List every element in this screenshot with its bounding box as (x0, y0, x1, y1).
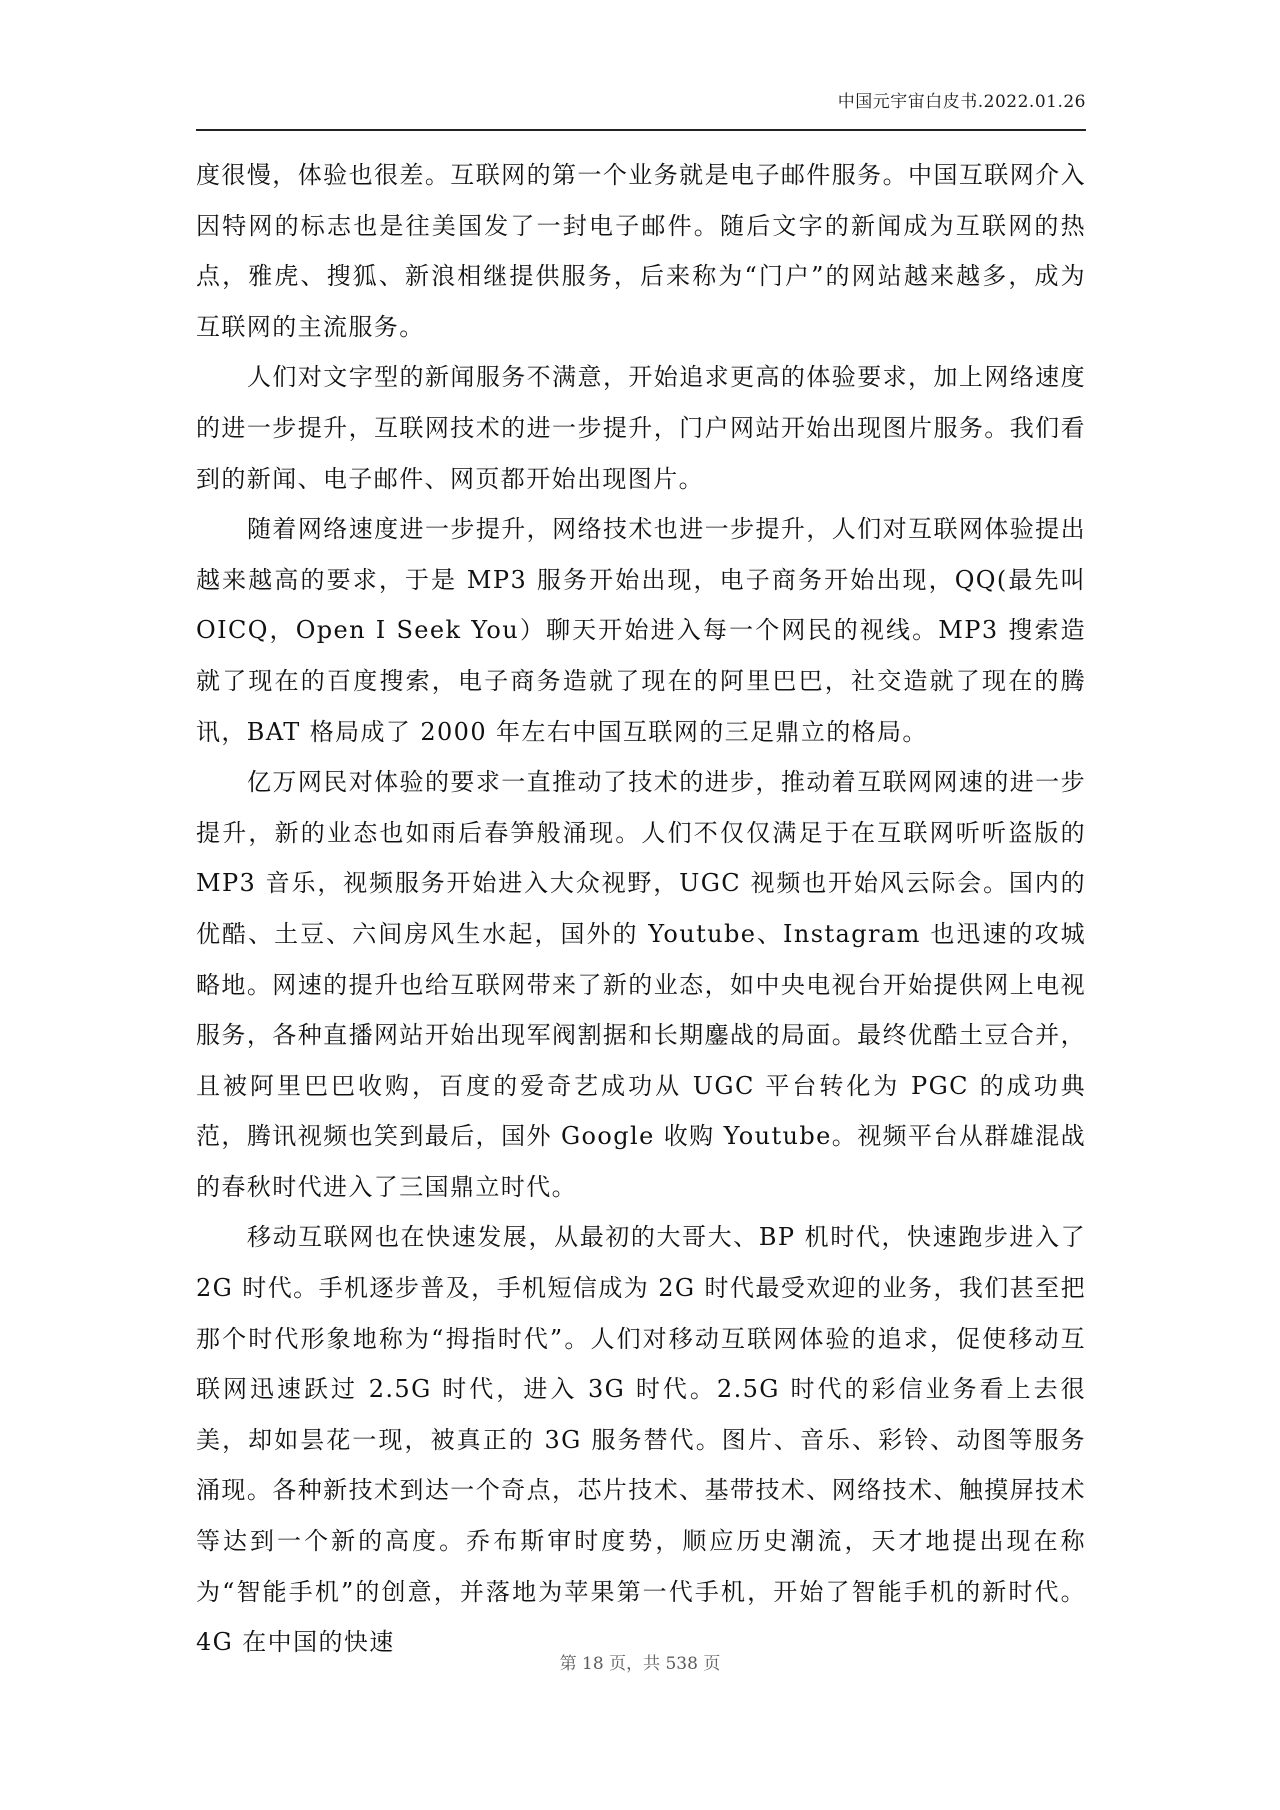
running-header: 中国元宇宙白皮书.2022.01.26 (837, 92, 1086, 112)
paragraph: 移动互联网也在快速发展，从最初的大哥大、BP 机时代，快速跑步进入了 2G 时代。手机逐步普及，手机短信成为 2G 时代最受欢迎的业务，我们甚至把那个时代形象地称为“拇指时代”。人们对移动互联网体验的追求，促使移动互联网迅速跃过 2.5G 时代，进入 3G 时代。2.5G 时代的彩信业务看上去很美，却如昙花一现，被真正的 3G 服务替代。图片、音乐、彩铃、动图等服务涌现。各种新技术到达一个奇点，芯片技术、基带技术、网络技术、触摸屏技术等达到一个新的高度。乔布斯审时度势，顺应历史潮流，天才地提出现在称为“智能手机”的创意，并落地为苹果第一代手机，开始了智能手机的新时代。4G 在中国的快速 (196, 1223, 1086, 1657)
body-text (196, 150, 1086, 1668)
header-divider (196, 129, 1086, 131)
paragraph: 亿万网民对体验的要求一直推动了技术的进步，推动着互联网网速的进一步提升，新的业态也如雨后春笋般涌现。人们不仅仅满足于在互联网听听盗版的 MP3 音乐，视频服务开始进入大众视野，UGC 视频也开始风云际会。国内的优酷、土豆、六间房风生水起，国外的 Youtube、Instagram 也迅速的攻城略地。网速的提升也给互联网带来了新的业态，如中央电视台开始提供网上电视服务，各种直播网站开始出现军阀割据和长期鏖战的局面。最终优酷土豆合并，且被阿里巴巴收购，百度的爱奇艺成功从 UGC 平台转化为 PGC 的成功典范，腾讯视频也笑到最后，国外 Google 收购 Youtube。视频平台从群雄混战的春秋时代进入了三国鼎立时代。 (196, 768, 1086, 1201)
page-number-footer: 第 18 页，共 538 页 (559, 1654, 721, 1674)
paragraph: 随着网络速度进一步提升，网络技术也进一步提升，人们对互联网体验提出越来越高的要求，于是 MP3 服务开始出现，电子商务开始出现，QQ(最先叫 OICQ，Open I Seek You）聊天开始进入每一个网民的视线。MP3 搜索造就了现在的百度搜索，电子商务造就了现在的阿里巴巴，社交造就了现在的腾讯，BAT 格局成了 2000 年左右中国互联网的三足鼎立的格局。 (196, 515, 1086, 746)
paragraph: 度很慢，体验也很差。互联网的第一个业务就是电子邮件服务。中国互联网介入因特网的标志也是往美国发了一封电子邮件。随后文字的新闻成为互联网的热点，雅虎、搜狐、新浪相继提供服务，后来称为“门户”的网站越来越多，成为互联网的主流服务。 (196, 161, 1086, 341)
paragraph: 人们对文字型的新闻服务不满意，开始追求更高的体验要求，加上网络速度的进一步提升，互联网技术的进一步提升，门户网站开始出现图片服务。我们看到的新闻、电子邮件、网页都开始出现图片。 (196, 363, 1086, 493)
